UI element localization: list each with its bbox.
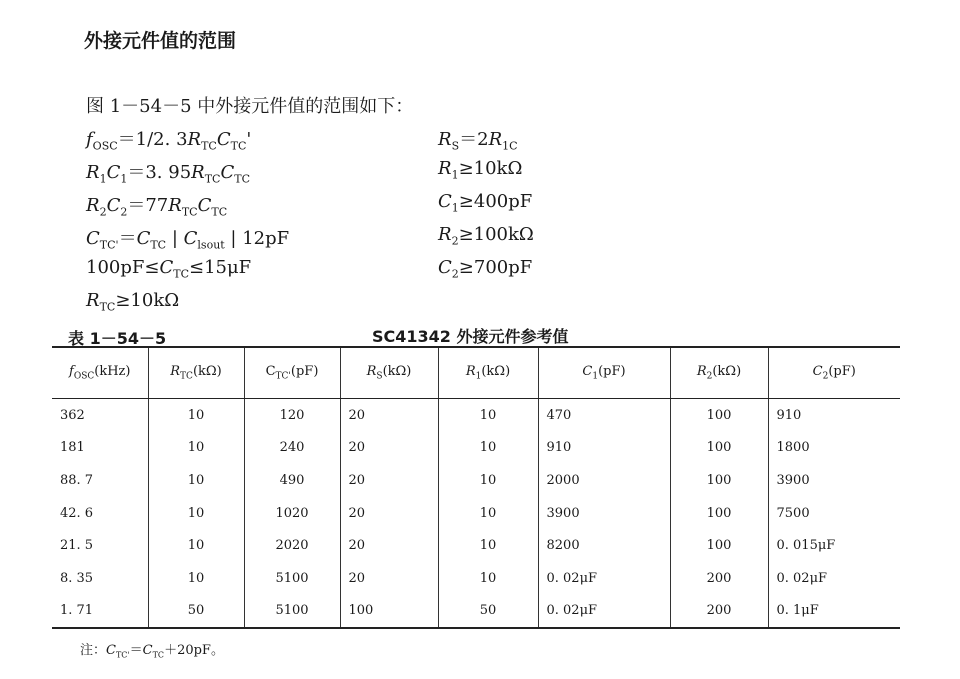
- formula-r2-min: $R_2\ge 100k\Omega$: [438, 224, 534, 248]
- cell-c1: 0. 02μF: [538, 562, 670, 595]
- cell-r1: 50: [438, 595, 538, 629]
- cell-fosc: 88. 7: [52, 464, 148, 497]
- cell-fosc: 42. 6: [52, 497, 148, 530]
- cell-rtc: 10: [148, 562, 244, 595]
- cell-ctc: 490: [244, 464, 340, 497]
- table-row: [52, 595, 900, 629]
- cell-fosc: 1. 71: [52, 595, 148, 629]
- formula-r1-min: $R_1\ge 10k\Omega$: [438, 158, 523, 182]
- cell-rs: 100: [340, 595, 438, 629]
- cell-c2: 7500: [776, 505, 810, 521]
- cell-c2: 0. 1μF: [776, 603, 819, 619]
- cell-ctc: 2020: [244, 529, 340, 562]
- formula-r2c2: $R_2C_2=77R_{TC}C_{TC}$: [86, 195, 228, 219]
- section-heading: 外接元件值的范围: [84, 30, 237, 52]
- formula-c1-min: $C_1\ge 400pF$: [438, 191, 533, 215]
- cell-fosc: 362: [52, 399, 148, 432]
- cell-fosc: 21. 5: [52, 529, 148, 562]
- formula-c2-min: $C_2\ge 700pF$: [438, 257, 533, 281]
- cell-ctc: 240: [244, 432, 340, 465]
- header-r2: $R_2(k\Omega)$: [670, 347, 768, 399]
- cell-rs: 20: [340, 432, 438, 465]
- cell-r2: 200: [670, 562, 768, 595]
- formula-r1c1: $R_1C_1=3$. $95R_{TC}C_{TC}$: [86, 162, 251, 186]
- cell-c1: 3900: [538, 497, 670, 530]
- cell-r2: 200: [670, 595, 768, 629]
- cell-rs: 20: [340, 497, 438, 530]
- header-rs: $R_S(k\Omega)$: [340, 347, 438, 399]
- formula-fosc: $f_{OSC}=1/2$. $3R_{TC}C_{TC}'$: [86, 129, 252, 153]
- cell-c1: 2000: [538, 464, 670, 497]
- table-title: SC41342 外接元件参考值: [372, 327, 569, 346]
- cell-r1: 10: [438, 399, 538, 432]
- table-number: 表 1－54－5: [68, 329, 167, 348]
- table-body: [52, 399, 900, 629]
- table-row: [52, 529, 900, 562]
- formula-rs: $R_S=2R_{1C}$: [438, 129, 518, 153]
- cell-fosc: 181: [52, 432, 148, 465]
- cell-c2: 0. 02μF: [776, 570, 828, 586]
- cell-c1: 0. 02μF: [538, 595, 670, 629]
- cell-c1: 8200: [538, 529, 670, 562]
- cell-fosc: 8. 35: [52, 562, 148, 595]
- formula-ctc-prime: $C_{TC'}=C_{TC}$ | $C_{lsout}$ | 12pF: [86, 228, 290, 252]
- cell-c2: 3900: [776, 472, 810, 488]
- cell-c2: 1800: [776, 440, 810, 456]
- formula-ctc-range: $100pF\le C_{TC}\le 15\mu F$: [86, 257, 252, 281]
- cell-r1: 10: [438, 464, 538, 497]
- cell-rs: 20: [340, 562, 438, 595]
- cell-r2: 100: [670, 399, 768, 432]
- cell-rtc: 10: [148, 399, 244, 432]
- cell-r1: 10: [438, 529, 538, 562]
- table-note: 注：$C_{TC'}=C_{TC}+20pF$。: [80, 643, 224, 660]
- table-row: [52, 432, 900, 465]
- table-row: [52, 562, 900, 595]
- cell-rs: 20: [340, 529, 438, 562]
- cell-c2: 910: [776, 407, 802, 423]
- cell-rs: 20: [340, 399, 438, 432]
- cell-r1: 10: [438, 497, 538, 530]
- header-c1: $C_1(pF)$: [538, 347, 670, 399]
- cell-r2: 100: [670, 497, 768, 530]
- cell-ctc: 120: [244, 399, 340, 432]
- cell-r2: 100: [670, 529, 768, 562]
- table-row: [52, 399, 900, 432]
- cell-ctc: 5100: [244, 562, 340, 595]
- cell-c2: 0. 015μF: [776, 538, 836, 554]
- cell-ctc: 5100: [244, 595, 340, 629]
- header-c2: $C_2(pF)$: [768, 347, 900, 399]
- cell-rs: 20: [340, 464, 438, 497]
- cell-rtc: 10: [148, 464, 244, 497]
- cell-r1: 10: [438, 432, 538, 465]
- cell-r1: 10: [438, 562, 538, 595]
- cell-rtc: 10: [148, 529, 244, 562]
- table-row: [52, 497, 900, 530]
- cell-rtc: 10: [148, 432, 244, 465]
- cell-c1: 470: [538, 399, 670, 432]
- cell-r2: 100: [670, 432, 768, 465]
- cell-ctc: 1020: [244, 497, 340, 530]
- header-fosc: $f_{OSC}(kHz)$: [52, 347, 148, 399]
- cell-rtc: 10: [148, 497, 244, 530]
- header-rtc: $R_{TC}(k\Omega)$: [148, 347, 244, 399]
- table-row: [52, 464, 900, 497]
- cell-r2: 100: [670, 464, 768, 497]
- formula-rtc-min: $R_{TC}\ge 10k\Omega$: [86, 290, 180, 314]
- intro-text: 图 1－54－5 中外接元件值的范围如下：: [86, 96, 414, 117]
- cell-c1: 910: [538, 432, 670, 465]
- header-r1: $R_1(k\Omega)$: [438, 347, 538, 399]
- table-header-row: [52, 347, 900, 399]
- component-table: [52, 346, 900, 629]
- header-ctc: $C_{TC'}(pF)$: [244, 347, 340, 399]
- cell-rtc: 50: [148, 595, 244, 629]
